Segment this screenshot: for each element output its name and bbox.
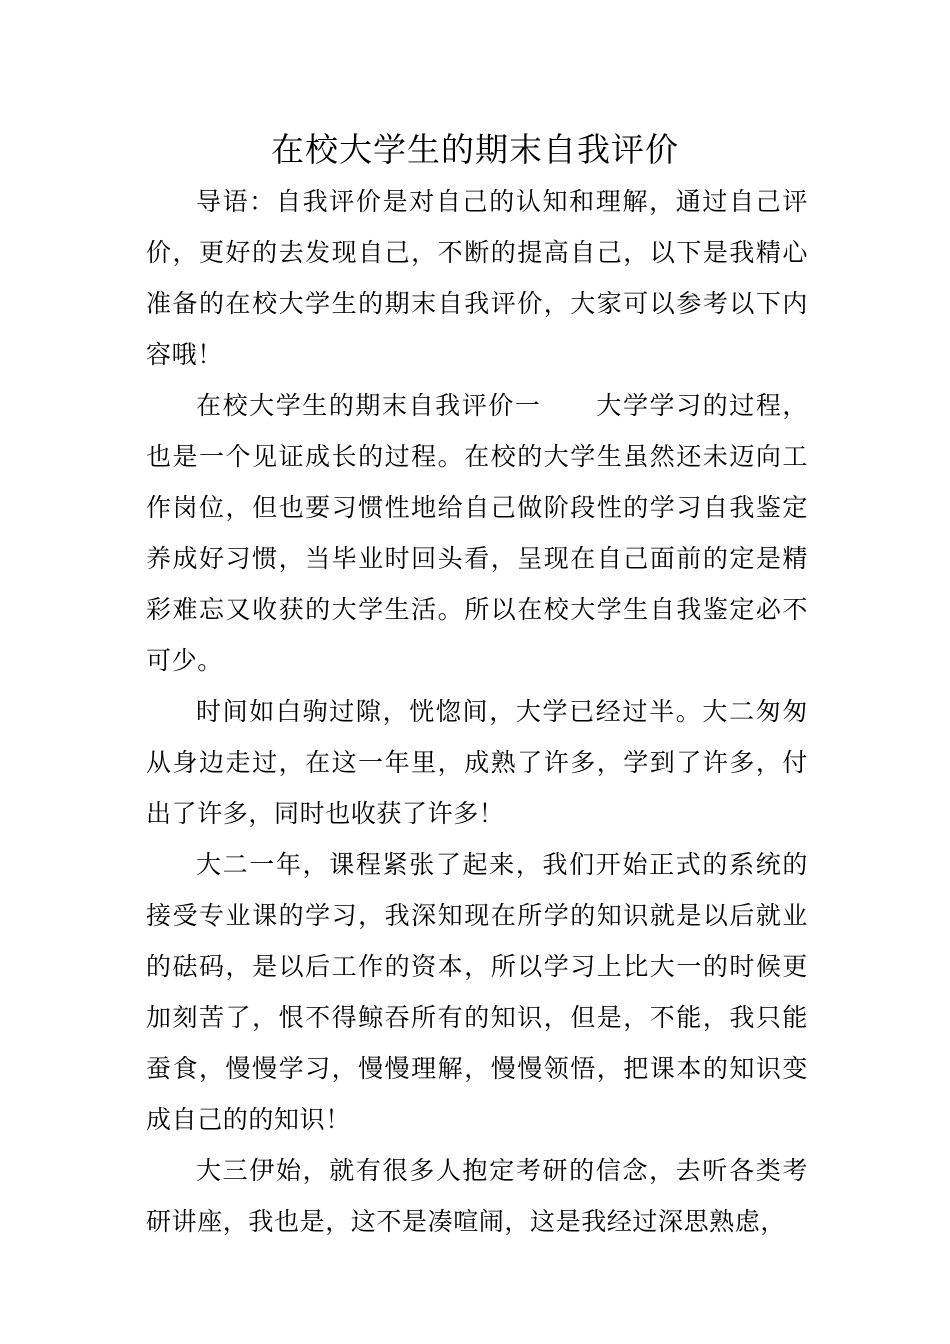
document-title: 在校大学生的期末自我评价: [271, 130, 679, 169]
third-year-paragraph: 大三伊始，就有很多人抱定考研的信念，去听各类考研讲座，我也是，这不是凑喧闹，这是我经过深思熟虑，: [146, 1156, 808, 1236]
section-one-text: 大学学习的过程，也是一个见证成长的过程。在校的大学生虽然还未迈向工作岗位，但也要习惯性地给自己做阶段性的学习自我鉴定养成好习惯，当毕业时回头看，呈现在自己面前的定是精彩难忘又收获的大学生活。所以在校大学生自我鉴定必不可少。: [146, 391, 808, 675]
document-body: [146, 176, 808, 1247]
section-one-paragraph: [146, 380, 808, 686]
second-year-summary-paragraph: 时间如白驹过隙，恍惚间，大学已经过半。大二匆匆从身边走过，在这一年里，成熟了许多，学到了许多，付出了许多，同时也收获了许多！: [146, 697, 808, 828]
section-one-heading: 在校大学生的期末自我评价一: [196, 391, 542, 420]
intro-paragraph: 导语：自我评价是对自己的认知和理解，通过自己评价，更好的去发现自己，不断的提高自己，以下是我精心准备的在校大学生的期末自我评价，大家可以参考以下内容哦！: [146, 187, 808, 369]
study-paragraph: 大二一年，课程紧张了起来，我们开始正式的系统的接受专业课的学习，我深知现在所学的知识就是以后就业的砝码，是以后工作的资本，所以学习上比大一的时候更加刻苦了，恨不得鲸吞所有的知识，但是，不能，我只能蚕食，慢慢学习，慢慢理解，慢慢领悟，把课本的知识变成自己的的知识！: [146, 850, 808, 1134]
